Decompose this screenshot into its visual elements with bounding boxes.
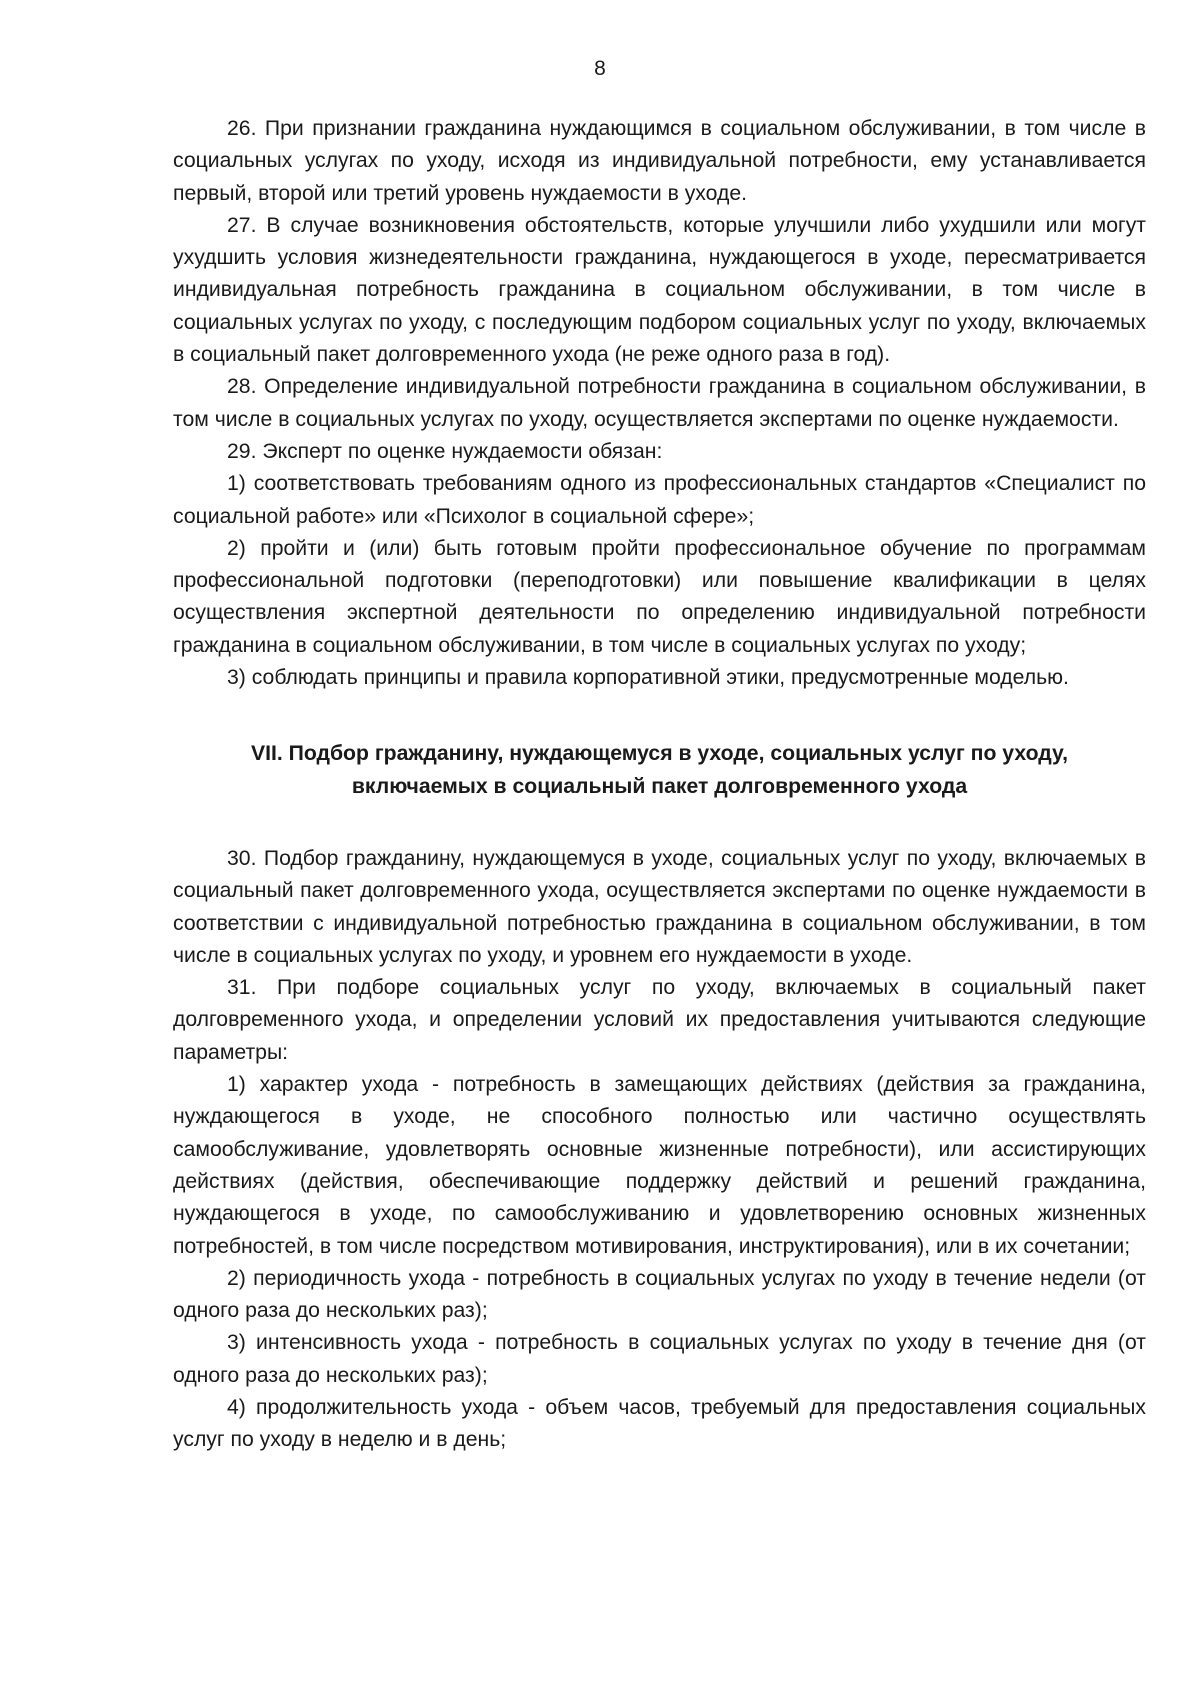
paragraph-31-item-3: 3) интенсивность ухода - потребность в социальных услугах по уходу в течение дня (от одного раза до нескольких раз);: [173, 1331, 1146, 1387]
paragraph-31-item-1: 1) характер ухода - потребность в замещающих действиях (действия за гражданина, нуждающегося в уходе, не способного полностью или частично осуществлять самообслуживание, удовлетворять основные жизненные потребности), или ассистирующих действиях (действия, обеспечивающие поддержку действий и решений гражданина, нуждающегося в уходе, по самообслуживанию и удовлетворению основных жизненных потребностей, в том числе посредством мотивирования, инструктирования), или в их сочетании;: [173, 1073, 1146, 1258]
paragraph-29-item-3: 3) соблюдать принципы и правила корпоративной этики, предусмотренные моделью.: [227, 666, 1069, 690]
paragraph-26: 26. При признании гражданина нуждающимся в социальном обслуживании, в том числе в социальных услугах по уходу, исходя из индивидуальной потребности, ему устанавливается первый, второй или третий уровень нуждаемости в уходе.: [173, 117, 1146, 205]
paragraph-28: 28. Определение индивидуальной потребности гражданина в социальном обслуживании, в том числе в социальных услугах по уходу, осуществляется экспертами по оценке нуждаемости.: [173, 375, 1146, 431]
paragraph-29-item-2: 2) пройти и (или) быть готовым пройти профессиональное обучение по программам профессиональной подготовки (переподготовки) или повышение квалификации в целях осуществления экспертной деятельности по определению индивидуальной потребности гражданина в социальном обслуживании, в том числе в социальных услугах по уходу;: [173, 536, 1146, 657]
paragraph-27: 27. В случае возникновения обстоятельств, которые улучшили либо ухудшили или могут ухудшить условия жизнедеятельности гражданина, нуждающегося в уходе, пересматривается индивидуальная потребность гражданина в социальном обслуживании, в том числе в социальных услугах по уходу, с последующим подбором социальных услуг по уходу, включаемых в социальный пакет долговременного ухода (не реже одного раза в год).: [173, 213, 1146, 367]
paragraph-29: 29. Эксперт по оценке нуждаемости обязан:: [227, 439, 663, 463]
document-body: [173, 113, 1146, 1457]
page-number: 8: [594, 57, 606, 80]
paragraph-31-item-4: 4) продолжительность ухода - объем часов, требуемый для предоставления социальных услуг по уходу в неделю и в день;: [173, 1395, 1146, 1452]
paragraph-31: 31. При подборе социальных услуг по уходу, включаемых в социальный пакет долговременного ухода, и определении условий их предоставления учитываются следующие параметры:: [173, 976, 1146, 1064]
section-heading-vii: VII. Подбор гражданину, нуждающемуся в уходе, социальных услуг по уходу, включаемых в социальный пакет долговременного ухода: [250, 742, 1069, 798]
paragraph-30: 30. Подбор гражданину, нуждающемуся в уходе, социальных услуг по уходу, включаемых в социальный пакет долговременного ухода, осуществляется экспертами по оценке нуждаемости в соответствии с индивидуальной потребностью гражданина в социальном обслуживании, в том числе в социальных услугах по уходу, и уровнем его нуждаемости в уходе.: [173, 846, 1146, 967]
paragraph-29-item-1: 1) соответствовать требованиям одного из профессиональных стандартов «Специалист по социальной работе» или «Психолог в социальной сфере»;: [173, 472, 1146, 528]
paragraph-31-item-2: 2) периодичность ухода - потребность в социальных услугах по уходу в течение недели (от одного раза до нескольких раз);: [173, 1266, 1146, 1323]
